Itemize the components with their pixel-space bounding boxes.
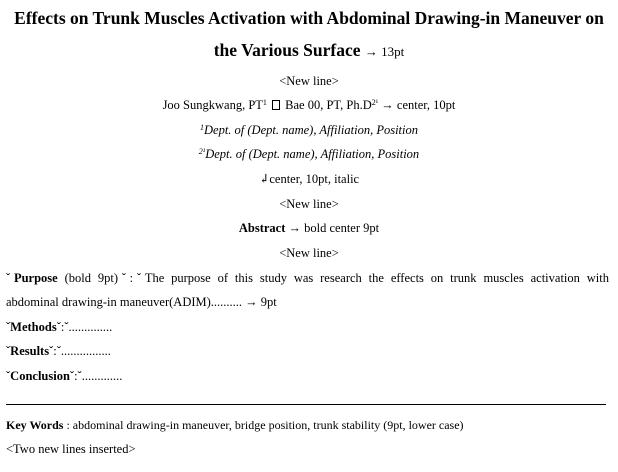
- affiliation-2: [0, 146, 618, 162]
- affiliation-format-note: ↲center, 10pt, italic: [258, 172, 360, 186]
- conclusion-label: Conclusion: [10, 369, 70, 383]
- abstract-label: Abstract: [238, 221, 286, 235]
- purpose-prefix: ˇ: [6, 271, 14, 285]
- keywords-label: Key Words: [6, 418, 64, 432]
- affiliation-1: [0, 122, 618, 138]
- author-2: Bae 00, PT, Ph.D: [285, 98, 372, 112]
- new-line-marker: <New line>: [279, 74, 339, 88]
- results-prefix: ˇ: [6, 344, 11, 358]
- purpose-label: Purpose: [13, 271, 58, 285]
- keywords-text: : abdominal drawing-in maneuver, bridge position, trunk stability (9pt, lower case): [63, 418, 464, 432]
- title-size-note: → 13pt: [364, 44, 405, 59]
- conclusion-text: ˇ:ˇ.............: [69, 369, 123, 383]
- abstract-heading: [0, 220, 618, 236]
- results-label: Results: [10, 344, 50, 358]
- missing-glyph-icon: [272, 100, 280, 110]
- results-line: [6, 343, 609, 359]
- two-new-lines-note: <Two new lines inserted>: [6, 442, 136, 456]
- purpose-line-2: abdominal drawing-in maneuver(ADIM).......... → 9pt: [6, 295, 277, 309]
- new-line-marker: <New line>: [279, 246, 339, 260]
- author-1: Joo Sungkwang, PT: [162, 98, 263, 112]
- purpose-line-1: [6, 270, 609, 286]
- conclusion-prefix: ˇ: [6, 369, 11, 383]
- title-line-2: [0, 38, 618, 64]
- methods-label: Methods: [10, 320, 57, 334]
- new-line-marker: <New line>: [279, 197, 339, 211]
- affiliation-2-sup: 2¹: [198, 147, 206, 156]
- author-2-sup: 2¹: [371, 98, 379, 107]
- keywords-line: [6, 417, 609, 433]
- affiliation-1-sup: 1: [200, 123, 204, 132]
- results-text: ˇ:ˇ................: [49, 344, 111, 358]
- affiliation-1-text: Dept. of (Dept. name), Affiliation, Position: [204, 123, 418, 137]
- purpose-text: The purpose of this study was research the effects on trunk muscles activation with: [144, 271, 609, 285]
- methods-prefix: ˇ: [6, 320, 11, 334]
- author-format-note: → center, 10pt: [381, 98, 456, 112]
- purpose-label-note: (bold 9pt)ˇ:ˇ: [57, 271, 145, 285]
- abstract-format-note: → bold center 9pt: [288, 221, 380, 235]
- author-1-sup: 1: [262, 98, 267, 107]
- author-line: [0, 97, 618, 113]
- methods-line: [6, 319, 609, 335]
- title-line-1: Effects on Trunk Muscles Activation with Abdominal Drawing-in Maneuver on: [14, 8, 604, 28]
- title-text: the Various Surface: [213, 40, 361, 60]
- methods-text: ˇ:ˇ..............: [56, 320, 113, 334]
- affiliation-2-text: Dept. of (Dept. name), Affiliation, Position: [205, 147, 420, 161]
- divider: [6, 404, 606, 405]
- conclusion-line: [6, 368, 609, 384]
